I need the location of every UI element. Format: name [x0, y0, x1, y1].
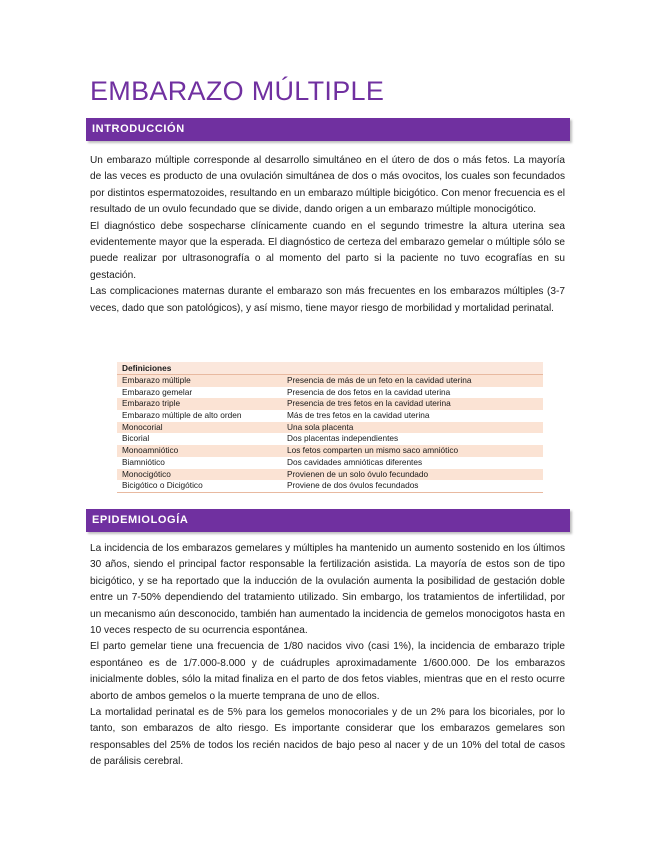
definition-cell: Proviene de dos óvulos fecundados	[287, 480, 419, 491]
table-row	[117, 457, 543, 469]
epidemiology-text	[90, 541, 565, 771]
term-cell: Embarazo gemelar	[122, 386, 193, 397]
term-cell: Bicigótico o Dicigótico	[122, 480, 203, 491]
term-cell: Monoamniótico	[122, 445, 179, 456]
definition-cell: Dos cavidades amnióticas diferentes	[287, 456, 423, 467]
definition-cell: Más de tres fetos en la cavidad uterina	[287, 410, 430, 421]
term-cell: Monocorial	[122, 421, 163, 432]
definitions-table	[117, 362, 543, 496]
paragraph: La mortalidad perinatal es de 5% para los gemelos monocoriales y de un 2% para los bicoriales, por lo tanto, son embarazos de alto riesgo. Es importante considerar que los embarazos gemelares son responsables del 25% de todos los recién nacidos de bajo peso al nacer y de un 10% del total de casos de parálisis cerebral.	[90, 707, 565, 768]
paragraph: El parto gemelar tiene una frecuencia de 1/80 nacidos vivo (casi 1%), la incidencia de embarazo triple espontáneo es de 1/7.000-8.000 y de cuádruples aproximadamente 1/600.000. De los embarazos inicialmente dobles, sólo la mitad finaliza en el parto de dos fetos viables, mientras que en el resto ocurre aborto de ambos gemelos o la muerte temprana de uno de ellos.	[90, 641, 565, 702]
table-row	[117, 398, 543, 410]
term-cell: Embarazo triple	[122, 398, 181, 409]
table-row	[117, 433, 543, 445]
table-header: Definiciones	[117, 362, 543, 375]
table-row	[117, 422, 543, 434]
definition-cell: Presencia de dos fetos en la cavidad uterina	[287, 386, 451, 397]
table-row	[117, 387, 543, 399]
section-heading-epidemiologia: EPIDEMIOLOGÍA	[86, 509, 570, 532]
term-cell: Monocigótico	[122, 468, 171, 479]
table-row	[117, 469, 543, 481]
definition-cell: Una sola placenta	[287, 421, 354, 432]
paragraph: El diagnóstico debe sospecharse clínicamente cuando en el segundo trimestre la altura uterina sea evidentemente mayor que la esperada. El diagnóstico de certeza del embarazo gemelar o múltiple sólo se puede realizar por ultrasonografía o al momento del parto si la paciente no tuvo ecografías en su gestación.	[90, 220, 565, 281]
definition-cell: Provienen de un solo óvulo fecundado	[287, 468, 429, 479]
term-cell: Bicorial	[122, 433, 150, 444]
term-cell: Embarazo múltiple de alto orden	[122, 410, 242, 421]
definition-cell: Presencia de tres fetos en la cavidad uterina	[287, 398, 451, 409]
table-row	[117, 375, 543, 387]
table-row	[117, 480, 543, 492]
definition-cell: Dos placentas independientes	[287, 433, 399, 444]
term-cell: Biamniótico	[122, 456, 165, 467]
definition-cell: Presencia de más de un feto en la cavidad uterina	[287, 375, 472, 385]
paragraph: Las complicaciones maternas durante el embarazo son más frecuentes en los embarazos múltiples (3-7 veces, dado que son patológicos), y así mismo, tiene mayor riesgo de morbilidad y mortalidad perinatal.	[90, 286, 565, 314]
table-row	[117, 410, 543, 422]
page-title: EMBARAZO MÚLTIPLE	[90, 76, 385, 106]
paragraph: La incidencia de los embarazos gemelares y múltiples ha mantenido un aumento sostenido en los últimos 30 años, siendo el principal factor responsable la fertilización asistida. La mayoría de estos son de tipo bicigótico, y se ha reportado que la inducción de la ovulación aumenta la posibilidad de gestación doble entre un 7-50% dependiendo del tratamiento utilizado. Sin embargo, los tratamientos de infertilidad, por un mecanismo aún desconocido, también han aumentado la incidencia de gemelos monocigotos hasta en 10 veces respecto de su ocurrencia espontánea.	[90, 543, 565, 637]
section-heading-introduccion: INTRODUCCIÓN	[86, 118, 570, 141]
definition-cell: Los fetos comparten un mismo saco amniótico	[287, 445, 459, 456]
term-cell: Embarazo múltiple	[122, 375, 191, 385]
table-row	[117, 445, 543, 457]
intro-text	[90, 153, 565, 317]
table-bottom-rule	[117, 492, 543, 496]
paragraph: Un embarazo múltiple corresponde al desarrollo simultáneo en el útero de dos o más fetos. La mayoría de las veces es producto de una ovulación simultánea de dos o más ovocitos, los cuales son fecundados por distintos espermatozoides, resultando en un embarazo múltiple bicigótico. Con menor frecuencia es el resultado de un ovulo fecundado que se divide, dando origen a un embarazo múltiple monocigótico.	[90, 155, 565, 216]
